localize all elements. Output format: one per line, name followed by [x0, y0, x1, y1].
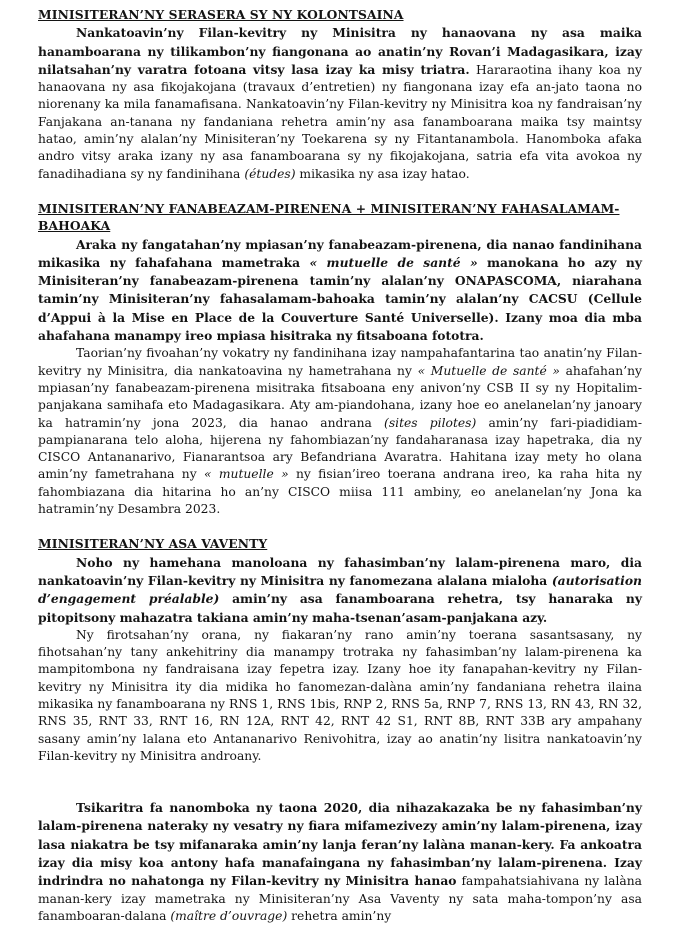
paragraph-spacer — [38, 765, 642, 799]
emphasis-text: « mutuelle » — [204, 467, 289, 482]
emphasis-text: (études) — [244, 166, 296, 181]
body-text: fampahatsiahivana ny lalàna manan-kery izay mametraka ny Minisiteran’ny Asa Vaventy ny sata maha-tompon’ny asa fanamboaran-dalana — [38, 874, 642, 923]
section-asa-vaventy — [38, 535, 642, 925]
section-spacer — [38, 183, 642, 200]
body-text: mikasika ny asa izay hatao. — [295, 166, 470, 181]
section-spacer — [38, 518, 642, 535]
body-text: Taorian’ny fivoahan’ny vokatry ny fandinihana izay nampahafantarina tao anatin’ny Filan-kevitry ny Minisitra, dia nankatoavina ny hametrahana ny — [38, 346, 642, 378]
lead-text: manokana ho azy ny Minisiteran’ny fanabeazam-pirenena tamin’ny alalan’ny ONAPASCOMA, niarahana tamin’ny Minisiteran’ny fahasalamam-bahoaka tamin’ny alalan’ny CACSU (Cellule d’Appui à la Mise en Place de la Couverture Santé Universelle). Izany moa dia mba ahafahana manampy ireo mpiasa hisitraka ny fitsaboana fototra. — [38, 254, 642, 344]
lead-text: amin’ny asa fanamboarana rehetra, tsy hanaraka ny pitopitsony mahazatra takiana amin’ny maha-tsenan’asam-panjakana azy. — [38, 591, 642, 625]
emphasis-text: (autorisation d’engagement préalable) — [38, 572, 642, 607]
lead-text: Araka ny fangatahan’ny mpiasan’ny fanabeazam-pirenena, dia nanao fandinihana mikasika ny fahafahana mametraka — [38, 236, 642, 270]
paragraph — [38, 236, 642, 346]
paragraph — [38, 554, 642, 627]
body-text: amin’ny fari-piadidiam-pampianarana telo aloha, hijerena ny fahombiazan’ny fandaharanasa izay hapetraka, dia ny CISCO Antananarivo, Fianarantsoa ary Befandriana Avaratra. Hahitana izay mety ho olana amin’ny fametrahana ny — [38, 415, 642, 482]
lead-text: Noho ny hamehana manoloana ny fahasimban’ny lalam-pirenena maro, dia nankatoavin’ny Filan-kevitry ny Minisitra ny fanomezana alalana mialoha — [38, 554, 642, 588]
paragraph — [38, 24, 642, 183]
emphasis-text: (sites pilotes) — [384, 415, 477, 430]
lead-text: Tsikaritra fa nanomboka ny taona 2020, dia nihazakazaka be ny fahasimban’ny lalam-pirenena nateraky ny vesatry ny fiara mifamezivezy amin’ny lalam-pirenena, izay lasa niakatra be tsy mifanaraka amin’ny lanja feran’ny lalàna manan-kery. Fa ankoatra izay dia misy koa antony hafa manafaingana ny fahasimban’ny lalam-pirenena. Izay indrindra no nahatonga ny Filan-kevitry ny Minisitra hanao — [38, 800, 642, 889]
body-text: Hararaotina ihany koa ny hanaovana ny asa fikojakojana (travaux d’entretien) ny fiangonana izay efa an-jato taona no niorenany ka mila fanamafisana. Nankatoavin’ny Filan-kevitry ny Minisitra koa ny fandraisan’ny Fanjakana an-tanana ny fandaniana rehetra amin’ny asa fanamboarana maika tsy maintsy hatao, amin’ny alalan’ny Minisiteran’ny Toekarena sy ny Fitantanambola. Hanomboka afaka andro vitsy araka izany ny asa fanamboarana sy ny fikojakojana, satria efa vita avokoa ny fanadihadiana sy ny fandinihana — [38, 62, 643, 181]
emphasis-text: « Mutuelle de santé » — [417, 363, 560, 378]
paragraph — [38, 345, 642, 518]
paragraph — [38, 799, 642, 925]
section-title: MINISITERAN’NY FANABEAZAM-PIRENENA + MINISITERAN’NY FAHASALAMAM-BAHOAKA — [38, 200, 620, 234]
section-title: MINISITERAN’NY ASA VAVENTY — [38, 536, 268, 552]
body-text: ahafahan’ny mpiasan’ny fanabeazam-pirenena misitraka fitsaboana eny anivon’ny CSB II sy ny Hopitalim-panjakana samihafa eto Madagasikara. Aty am-piandohana, izany hoe eo anelanelan’ny janoary ka hatramin’ny jona 2023, dia hanao andrana — [38, 363, 642, 430]
section-fanabeazana-fahasalamana — [38, 200, 642, 518]
body-text: ny fisian’ireo toerana andrana ireo, ka raha hita ny fahombiazana dia hitarina ho an’ny CISCO miisa 111 ambiny, eo anelanelan’ny Jona ka hatramin’ny Desambra 2023. — [38, 467, 642, 517]
lead-text: Nankatoavin’ny Filan-kevitry ny Minisitra ny hanaovana ny asa maika hanamboarana ny tilikambon’ny fiangonana ao anatin’ny Rovan’i Madagasikara, izay nilatsahan’ny varatra fotoana vitsy lasa izay ka misy triatra. — [38, 25, 642, 77]
paragraph — [38, 627, 642, 765]
body-text: Ny firotsahan’ny orana, ny fiakaran’ny rano amin’ny toerana sasantsasany, ny fihotsahan’ny tany ankehitriny dia manampy trotraka ny fahasimban’ny lalam-pirenena ka mampitombona ny fandraisana izay fepetra izay. Izany hoe ity fanapahan-kevitry ny Filan-kevitry ny Minisitra ity dia midika ho fanomezan-dalàna amin’ny fandaniana rehetra ilaina mikasika ny fanamboarana ny RNS 1, RNS 1bis, RNP 2, RNS 5a, RNP 7, RNS 13, RN 43, RN 32, RNS 35, RNT 33, RNT 16, RN 12A, RNT 42, RNT 42 S1, RNT 8B, RNT 33B ary ampahany sasany amin’ny lalana eto Antananarivo Renivohitra, izay ao anatin’ny lisitra nankatoavin’ny Filan-kevitry ny Minisitra androany. — [38, 627, 642, 763]
section-title: MINISITERAN’NY SERASERA SY NY KOLONTSAINA — [38, 7, 404, 22]
section-serasera — [38, 6, 642, 183]
emphasis-text: « mutuelle de santé » — [309, 254, 478, 270]
emphasis-text: (maître d’ouvrage) — [170, 908, 288, 923]
body-text: rehetra amin’ny — [287, 908, 392, 923]
